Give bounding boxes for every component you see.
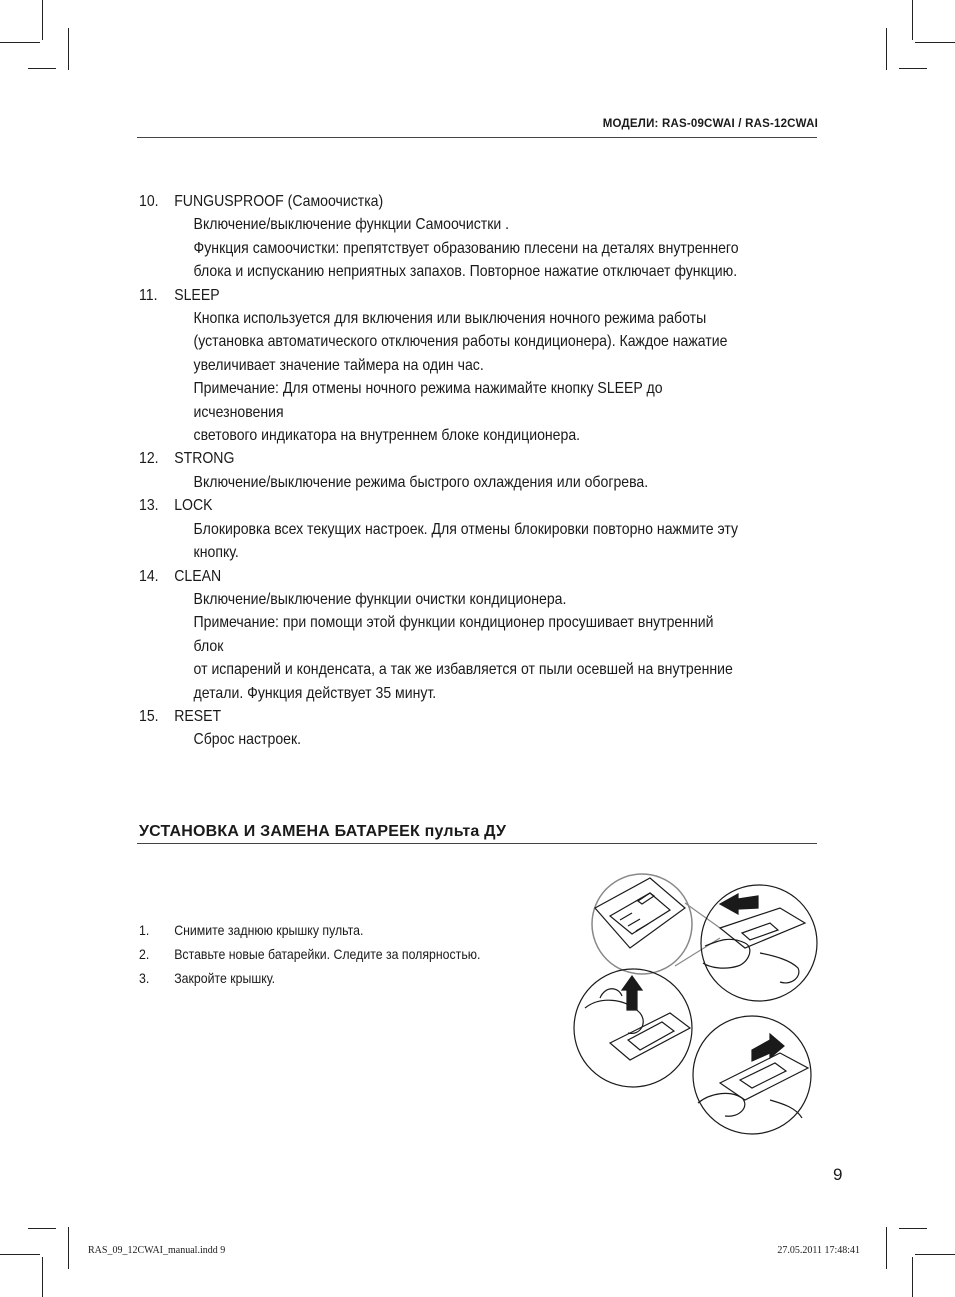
crop-mark — [912, 0, 913, 40]
arrow-right-icon — [752, 1034, 784, 1061]
battery-step-text: Снимите заднюю крышку пульта. — [174, 922, 364, 938]
function-item — [139, 565, 746, 705]
battery-step-number: 1. — [139, 922, 150, 938]
battery-step-text: Закройте крышку. — [174, 970, 276, 986]
detail-circle — [592, 874, 692, 974]
function-item-line: от испарений и конденсата, а так же избавляется от пыли осевшей на внутренние — [193, 661, 733, 679]
function-item — [139, 447, 746, 494]
function-item — [139, 190, 746, 284]
remove-cover-circle — [701, 885, 817, 1001]
function-item-head — [139, 494, 746, 517]
function-list — [139, 190, 746, 752]
function-item-line: Включение/выключение функции Самоочистки . — [193, 216, 510, 234]
crop-mark — [899, 1228, 927, 1229]
crop-mark — [899, 68, 927, 69]
battery-step — [139, 942, 480, 966]
function-item-line: Сброс настроек. — [193, 731, 302, 749]
battery-step-number: 2. — [139, 946, 150, 962]
crop-mark — [28, 1228, 56, 1229]
crop-mark — [915, 1254, 955, 1255]
crop-mark — [886, 1227, 887, 1269]
crop-mark — [886, 28, 887, 70]
header-rule — [137, 137, 817, 138]
function-item-line: Блокировка всех текущих настроек. Для отмены блокировки повторно нажмите эту — [193, 520, 739, 538]
function-item-head — [139, 190, 746, 213]
function-item-line: (установка автоматического отключения работы кондиционера). Каждое нажатие — [193, 333, 728, 351]
battery-step — [139, 966, 480, 990]
function-item-line: увеличивает значение таймера на один час. — [193, 356, 484, 374]
hand-remote-remove — [703, 908, 805, 983]
function-item-line: кнопку. — [193, 544, 239, 562]
crop-mark — [0, 42, 40, 43]
function-item-title: FUNGUSPROOF (Самоочистка) — [174, 193, 384, 210]
function-item-number: 12. — [139, 450, 159, 468]
function-item — [139, 284, 746, 448]
section-rule — [137, 843, 817, 844]
magnifier-connector — [675, 903, 720, 966]
function-item-line: Примечание: Для отмены ночного режима нажимайте кнопку SLEEP до исчезновения — [193, 380, 663, 421]
function-item-title: RESET — [174, 707, 222, 725]
function-item-number: 13. — [139, 497, 159, 515]
function-item-line: Кнопка используется для включения или выключения ночного режима работы — [193, 310, 707, 328]
function-item-title: LOCK — [174, 497, 213, 515]
function-item-line: детали. Функция действует 35 минут. — [193, 684, 437, 702]
battery-steps — [139, 918, 480, 990]
crop-mark — [42, 1257, 43, 1297]
section-title: УСТАНОВКА И ЗАМЕНА БАТАРЕЕК пульта ДУ — [139, 823, 507, 840]
function-item-line: блока и испусканию неприятных запахов. Повторное нажатие отключает функцию. — [193, 263, 738, 281]
function-item — [139, 494, 746, 564]
function-item — [139, 705, 746, 752]
remote-detail — [595, 878, 685, 948]
function-item-head — [139, 447, 746, 470]
arrow-up-icon — [622, 976, 642, 1010]
arrow-left-icon — [720, 894, 758, 914]
function-item-title: CLEAN — [174, 567, 222, 585]
models-header: МОДЕЛИ: RAS-09CWAI / RAS-12CWAI — [602, 118, 818, 130]
page-number: 9 — [833, 1165, 843, 1184]
crop-mark — [915, 42, 955, 43]
battery-step-text: Вставьте новые батарейки. Следите за полярностью. — [174, 946, 481, 962]
slug-timestamp: 27.05.2011 17:48:41 — [777, 1245, 860, 1256]
battery-replacement-illustration — [570, 868, 822, 1138]
function-item-number: 15. — [139, 707, 159, 725]
function-item-line: Примечание: при помощи этой функции кондиционер просушивает внутренний блок — [193, 614, 714, 655]
function-item-number: 14. — [139, 567, 159, 585]
battery-step — [139, 918, 480, 942]
function-item-title: STRONG — [174, 450, 235, 468]
function-item-head — [139, 705, 746, 728]
function-item-head — [139, 565, 746, 588]
crop-mark — [0, 1254, 40, 1255]
hand-remote-close — [698, 1053, 808, 1118]
function-item-head — [139, 284, 746, 307]
function-item-title: SLEEP — [174, 286, 220, 304]
function-item-line: Функция самоочистки: препятствует образованию плесени на деталях внутреннего — [193, 239, 739, 257]
crop-mark — [68, 28, 69, 70]
slug-filename: RAS_09_12CWAI_manual.indd 9 — [88, 1245, 226, 1256]
battery-step-number: 3. — [139, 970, 150, 986]
function-item-line: Включение/выключение режима быстрого охлаждения или обогрева. — [193, 473, 649, 491]
crop-mark — [68, 1227, 69, 1269]
function-item-number: 10. — [139, 193, 159, 210]
crop-mark — [912, 1257, 913, 1297]
function-item-line: Включение/выключение функции очистки кондиционера. — [193, 590, 567, 608]
crop-mark — [42, 0, 43, 40]
function-item-number: 11. — [139, 286, 158, 304]
crop-mark — [28, 68, 56, 69]
function-item-line: светового индикатора на внутреннем блоке кондиционера. — [193, 427, 581, 445]
